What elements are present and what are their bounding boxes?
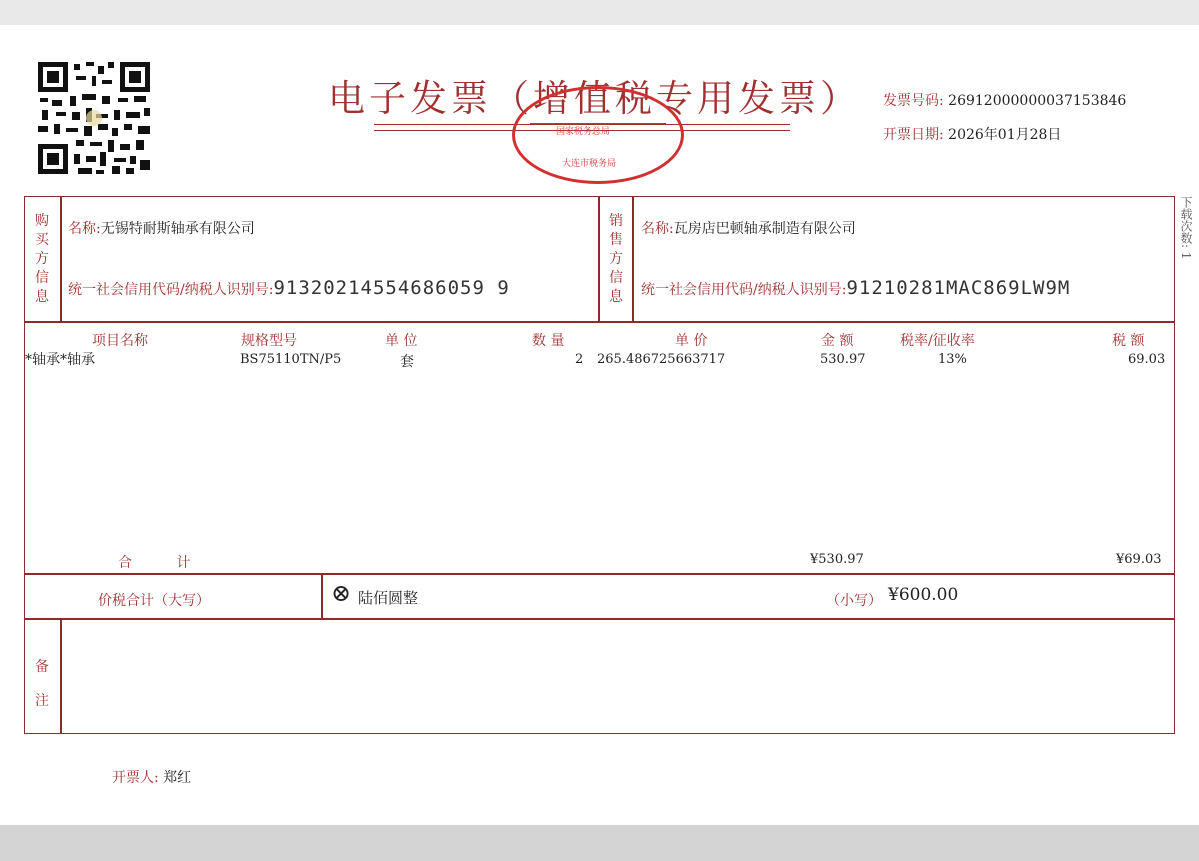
item-name: *轴承*轴承 xyxy=(25,352,95,368)
cross-circle-icon: ⊗ xyxy=(331,579,352,607)
buyer-name-label: 名称: xyxy=(68,221,101,237)
item-rate: 13% xyxy=(938,352,967,367)
stamp-middle-text: 国家税务总局 xyxy=(556,127,611,137)
total-small-value: ¥600.00 xyxy=(888,585,959,605)
item-price: 265.486725663717 xyxy=(597,352,726,367)
download-count xyxy=(1178,196,1194,264)
issuer-name: 郑红 xyxy=(163,770,192,786)
issuer-row xyxy=(112,767,191,787)
buyer-name: 无锡特耐斯轴承有限公司 xyxy=(100,221,255,237)
seller-tax-label: 统一社会信用代码/纳税人识别号: xyxy=(641,282,847,298)
seller-label-char: 信 xyxy=(609,270,623,286)
seller-name: 瓦房店巴顿轴承制造有限公司 xyxy=(673,221,856,237)
buyer-label-char: 方 xyxy=(35,251,49,267)
item-qty: 2 xyxy=(575,352,584,367)
item-tax: 69.03 xyxy=(1128,352,1166,367)
buyer-section-label xyxy=(32,212,52,307)
invoice-title: 电子发票（增值税专用发票） xyxy=(328,77,861,120)
words-bottom-line xyxy=(24,618,1175,620)
buyer-tax-row xyxy=(68,277,510,299)
qr-code xyxy=(36,60,152,176)
buyer-tax-id: 91320214554686059 9 xyxy=(273,277,510,299)
seller-tax-row xyxy=(641,277,1070,299)
top-bar xyxy=(0,0,1199,25)
header-amount: 金 额 xyxy=(821,333,854,349)
stamp-bottom-text: 大连市税务局 xyxy=(562,159,617,169)
seller-label-divider xyxy=(632,196,634,322)
seller-label-char: 方 xyxy=(609,251,623,267)
download-count-text: 下载次数: 1 xyxy=(1179,196,1193,260)
bottom-bar xyxy=(0,825,1199,861)
buyer-tax-label: 统一社会信用代码/纳税人识别号: xyxy=(68,282,274,298)
seller-tax-id: 91210281MAC869LW9M xyxy=(846,277,1071,299)
header-price: 单 价 xyxy=(675,333,708,349)
item-spec: BS75110TN/P5 xyxy=(240,352,342,367)
header-unit: 单 位 xyxy=(385,333,418,349)
party-bottom-line xyxy=(24,321,1175,323)
total-small-label: （小写） xyxy=(826,593,882,609)
invoice-date: 2026年01月28日 xyxy=(948,127,1062,143)
remarks-label xyxy=(32,650,52,718)
issuer-label: 开票人: xyxy=(112,770,159,786)
seller-section-label xyxy=(606,212,626,307)
header-spec: 规格型号 xyxy=(241,333,297,349)
remarks-label-char: 备 xyxy=(35,659,49,675)
seller-name-label: 名称: xyxy=(641,221,674,237)
buyer-label-divider xyxy=(60,196,62,322)
buyer-label-char: 买 xyxy=(35,232,49,248)
buyer-name-row xyxy=(68,218,255,238)
party-divider xyxy=(598,196,600,322)
item-amount: 530.97 xyxy=(820,352,866,367)
invoice-number: 26912000000037153846 xyxy=(948,93,1127,109)
seller-label-char: 销 xyxy=(609,213,623,229)
totals-label: 合 计 xyxy=(118,555,191,571)
invoice-number-label: 发票号码: xyxy=(883,93,944,109)
totals-tax: ¥69.03 xyxy=(1116,552,1162,567)
buyer-label-char: 息 xyxy=(35,289,49,305)
seller-label-char: 售 xyxy=(609,232,623,248)
buyer-label-char: 信 xyxy=(35,270,49,286)
invoice-date-row xyxy=(883,124,1061,144)
header-tax: 税 额 xyxy=(1112,333,1145,349)
buyer-label-char: 购 xyxy=(35,213,49,229)
header-qty: 数 量 xyxy=(532,333,565,349)
remarks-divider xyxy=(60,618,62,734)
totals-amount: ¥530.97 xyxy=(810,552,864,567)
invoice-number-row xyxy=(883,90,1126,110)
words-divider xyxy=(321,573,323,619)
seller-name-row xyxy=(641,218,856,238)
totals-bottom-line xyxy=(24,573,1175,575)
header-rate: 税率/征收率 xyxy=(900,333,975,349)
invoice-date-label: 开票日期: xyxy=(883,127,944,143)
item-unit: 套 xyxy=(400,354,414,370)
header-item-name: 项目名称 xyxy=(92,333,148,349)
seller-label-char: 息 xyxy=(609,289,623,305)
total-words-label: 价税合计（大写） xyxy=(98,593,210,609)
total-words: 陆佰圆整 xyxy=(358,589,419,607)
remarks-label-char: 注 xyxy=(35,693,49,709)
